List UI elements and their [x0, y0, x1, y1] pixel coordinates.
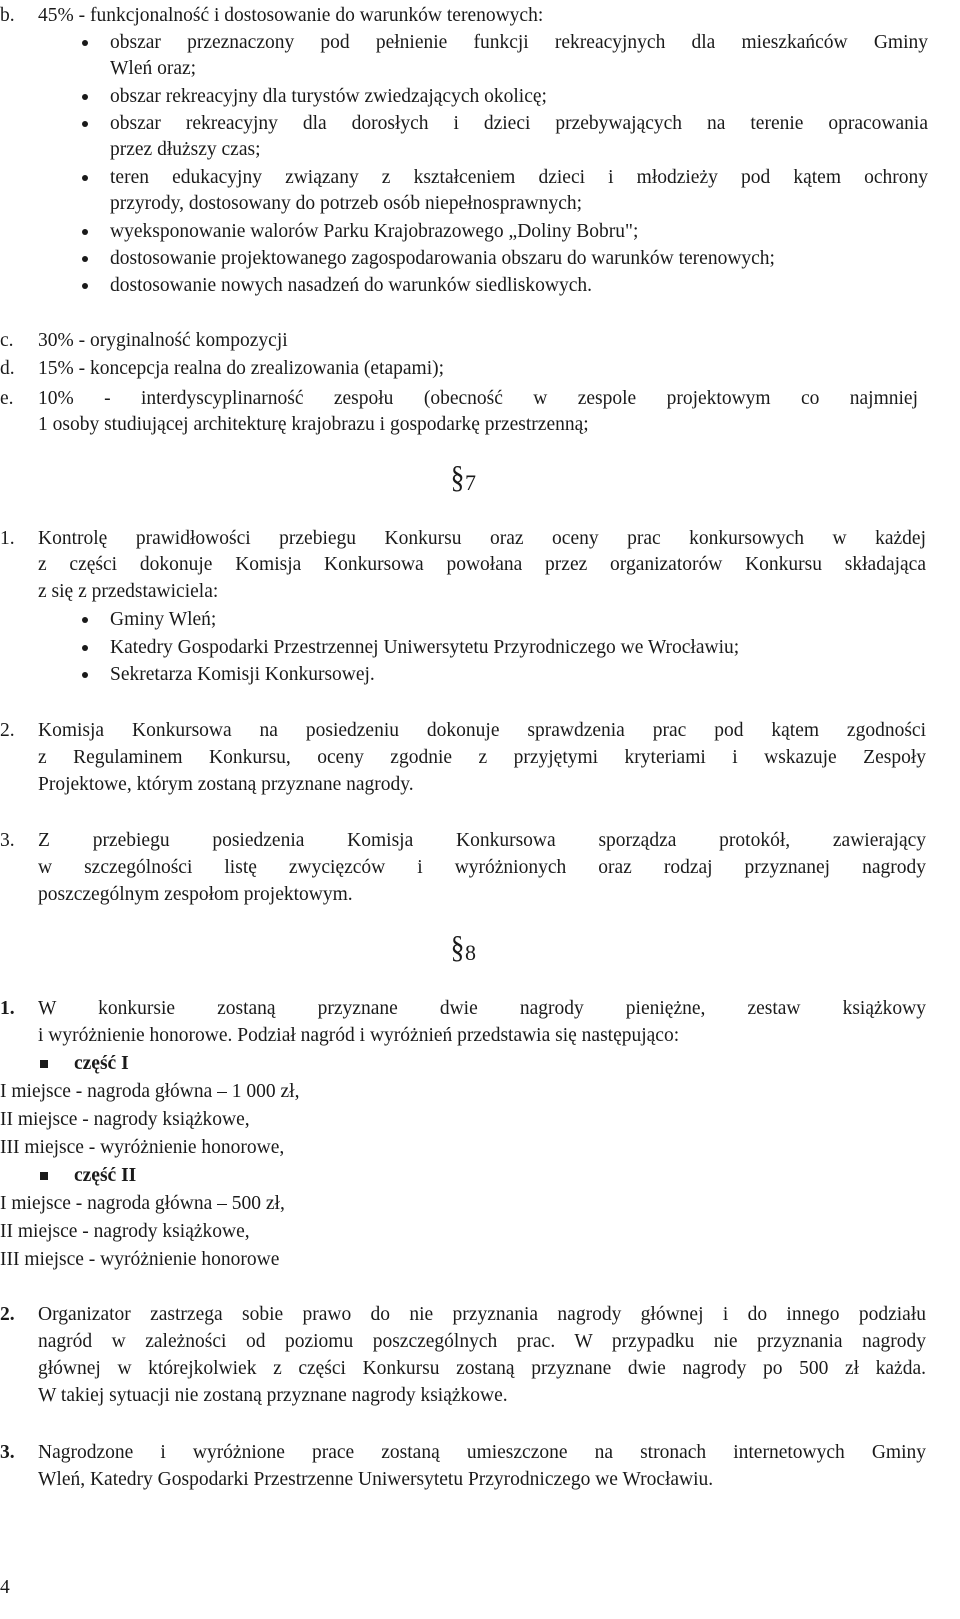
list-label: b.	[0, 5, 15, 26]
bullet-text: dostosowanie nowych nasadzeń do warunków siedliskowych.	[110, 275, 592, 296]
criterion-text: 15% - koncepcja realna do zrealizowania (etapami);	[38, 358, 445, 379]
paragraph-line: Organizator zastrzega sobie prawo do nie przyznania nagrody głównej i do innego podziału	[38, 1304, 926, 1325]
square-bullet-icon	[40, 1172, 48, 1180]
bullet-icon	[82, 256, 88, 262]
paragraph-number: 2.	[0, 1304, 15, 1325]
section-heading: 45% - funkcjonalność i dostosowanie do warunków terenowych:	[38, 5, 544, 26]
bullet-icon	[82, 672, 88, 678]
bullet-text: dostosowanie projektowanego zagospodarowania obszaru do warunków terenowych;	[110, 248, 775, 269]
bullet-icon	[82, 283, 88, 289]
section-heading	[450, 928, 476, 966]
paragraph-line: Komisja Konkursowa na posiedzeniu dokonuje sprawdzenia prac pod kątem zgodności	[38, 720, 926, 741]
list-label: e.	[0, 388, 14, 409]
bullet-text: obszar rekreacyjny dla turystów zwiedzających okolicę;	[110, 86, 547, 107]
bullet-text: obszar przeznaczony pod pełnienie funkcji rekreacyjnych dla mieszkańców Gminy	[110, 32, 928, 53]
bullet-icon	[82, 175, 88, 181]
paragraph-line: i wyróżnienie honorowe. Podział nagród i wyróżnień przedstawia się następująco:	[38, 1025, 680, 1046]
section-number: 8	[465, 940, 476, 965]
paragraph-line: W takiej sytuacji nie zostaną przyznane nagrody książkowe.	[38, 1385, 508, 1406]
paragraph-line: Kontrolę prawidłowości przebiegu Konkursu oraz oceny prac konkursowych w każdej	[38, 528, 926, 549]
bullet-icon	[82, 121, 88, 127]
list-label: c.	[0, 330, 14, 351]
paragraph-line: z Regulaminem Konkursu, oceny zgodnie z przyjętymi kryteriami i wskazuje Zespoły	[38, 747, 926, 768]
square-bullet-icon	[40, 1060, 48, 1068]
paragraph-line: Wleń, Katedry Gospodarki Przestrzenne Uniwersytetu Przyrodniczego we Wrocławiu.	[38, 1469, 714, 1490]
prize-line: III miejsce - wyróżnienie honorowe,	[0, 1137, 285, 1158]
bullet-text: obszar rekreacyjny dla dorosłych i dzieci przebywających na terenie opracowania	[110, 113, 928, 134]
paragraph-line: w szczególności listę zwycięzców i wyróżnionych oraz rodzaj przyznanej nagrody	[38, 857, 926, 878]
paragraph-number: 3.	[0, 1442, 15, 1463]
bullet-text: Wleń oraz;	[110, 58, 197, 79]
part-title: część II	[74, 1165, 137, 1186]
bullet-icon	[82, 94, 88, 100]
paragraph-number: 1.	[0, 998, 15, 1019]
paragraph-line: z się z przedstawiciela:	[38, 581, 219, 602]
bullet-text: teren edukacyjny związany z kształceniem dzieci i młodzieży pod kątem ochrony	[110, 167, 928, 188]
prize-line: II miejsce - nagrody książkowe,	[0, 1221, 250, 1242]
bullet-text: Katedry Gospodarki Przestrzennej Uniwersytetu Przyrodniczego we Wrocławiu;	[110, 637, 740, 658]
criterion-text: 30% - oryginalność kompozycji	[38, 330, 288, 351]
list-label: d.	[0, 358, 15, 379]
bullet-icon	[82, 645, 88, 651]
paragraph-line: Projektowe, którym zostaną przyznane nagrody.	[38, 774, 414, 795]
bullet-text: Sekretarza Komisji Konkursowej.	[110, 664, 375, 685]
criterion-text: 10% - interdyscyplinarność zespołu (obecność w zespole projektowym co najmniej	[38, 388, 918, 409]
section-number: 7	[465, 470, 476, 495]
paragraph-number: 3.	[0, 830, 15, 851]
paragraph-number: 2.	[0, 720, 15, 741]
criterion-text: 1 osoby studiującej architekturę krajobrazu i gospodarkę przestrzenną;	[38, 414, 589, 435]
prize-line: III miejsce - wyróżnienie honorowe	[0, 1249, 280, 1270]
prize-line: II miejsce - nagrody książkowe,	[0, 1109, 250, 1130]
part-title: część I	[74, 1053, 129, 1074]
bullet-icon	[82, 617, 88, 623]
paragraph-line: W konkursie zostaną przyznane dwie nagrody pieniężne, zestaw książkowy	[38, 998, 926, 1019]
bullet-text: przez dłuższy czas;	[110, 139, 261, 160]
prize-line: I miejsce - nagroda główna – 1 000 zł,	[0, 1081, 300, 1102]
section-heading	[450, 458, 476, 496]
bullet-icon	[82, 229, 88, 235]
paragraph-line: z części dokonuje Komisja Konkursowa powołana przez organizatorów Konkursu składająca	[38, 554, 926, 575]
bullet-text: Gminy Wleń;	[110, 609, 217, 630]
paragraph-line: nagród w zależności od poziomu poszczególnych prac. W przypadku nie przyznania nagrody	[38, 1331, 926, 1352]
paragraph-line: Z przebiegu posiedzenia Komisja Konkursowa sporządza protokół, zawierający	[38, 830, 926, 851]
bullet-icon	[82, 40, 88, 46]
section-sign: §	[450, 458, 465, 495]
paragraph-line: poszczególnym zespołom projektowym.	[38, 884, 353, 905]
page-number: 4	[0, 1577, 10, 1598]
section-sign: §	[450, 928, 465, 965]
paragraph-number: 1.	[0, 528, 15, 549]
prize-line: I miejsce - nagroda główna – 500 zł,	[0, 1193, 285, 1214]
bullet-text: wyeksponowanie walorów Parku Krajobrazowego „Doliny Bobru";	[110, 221, 639, 242]
bullet-text: przyrody, dostosowany do potrzeb osób niepełnosprawnych;	[110, 193, 583, 214]
paragraph-line: głównej w którejkolwiek z części Konkursu zostaną przyznane dwie nagrody po 500 zł każda.	[38, 1358, 926, 1379]
paragraph-line: Nagrodzone i wyróżnione prace zostaną umieszczone na stronach internetowych Gminy	[38, 1442, 926, 1463]
